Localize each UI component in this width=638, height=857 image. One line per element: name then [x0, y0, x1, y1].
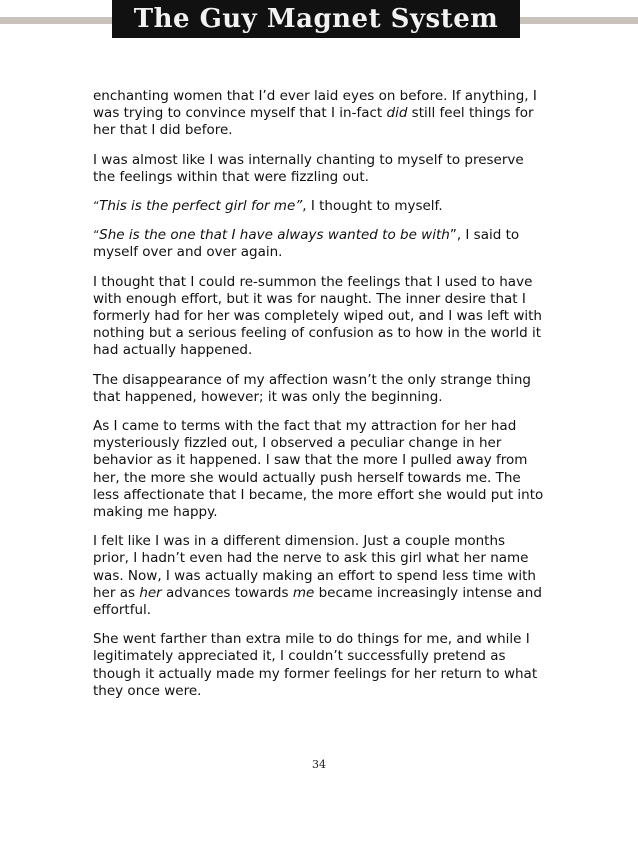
paragraph-9: She went farther than extra mile to do things for me, and while I legitimately appreciated it, I couldn’t successfully pretend as though it actually made my former feelings for her return to what they once were.: [93, 631, 538, 699]
paragraph-2: I was almost like I was internally chanting to myself to preserve the feelings within that were fizzling out.: [93, 151, 524, 185]
paragraph-8: [93, 533, 545, 619]
paragraph-4-open-quote: “: [93, 228, 100, 243]
header-rule-left: [0, 17, 112, 24]
paragraph-7: As I came to terms with the fact that my attraction for her had mysteriously fizzled out, I observed a peculiar change in her behavior as it happened. I saw that the more I pulled away from her, the more she would actually push herself towards me. The less affectionate that I became, the more effort she would put into making me happy.: [93, 418, 544, 521]
page-number: 34: [312, 758, 326, 771]
paragraph-8-emphasis-her: her: [139, 584, 162, 601]
paragraph-8-emphasis-me: me: [292, 584, 315, 601]
paragraph-5: I thought that I could re-summon the feelings that I used to have with enough effort, but it was for naught. The inner desire that I formerly had for her was completely wiped out, and I was left with nothing but a serious feeling of confusion as to how in the world it had actually happened.: [93, 273, 542, 359]
paragraph-3-text: , I thought to myself.: [302, 198, 443, 215]
paragraph-4-emphasis: She is the one that I have always wanted to be with: [99, 227, 450, 244]
paragraph-1-text-b: still feel things for her that I did before.: [93, 105, 534, 139]
paragraph-8-text-b: advances towards: [161, 584, 293, 601]
paragraph-3: [93, 198, 545, 215]
header-rule-right: [520, 17, 638, 24]
paragraph-1: [93, 88, 545, 140]
paragraph-4: [93, 227, 545, 261]
header-banner: [112, 0, 520, 38]
page-body: [93, 88, 545, 712]
header-title: The Guy Magnet System: [133, 4, 499, 34]
paragraph-6: The disappearance of my affection wasn’t the only strange thing that happened, however; it was only the beginning.: [93, 371, 531, 405]
paragraph-3-open-quote: “: [93, 199, 100, 214]
paragraph-4-close-quote: ”: [449, 227, 457, 244]
paragraph-8-text-a: I felt like I was in a different dimension. Just a couple months prior, I hadn’t even had the nerve to ask this girl what her name was. Now, I was actually making an effort to spend less time with her as: [93, 533, 536, 601]
paragraph-1-text-a: enchanting women that I’d ever laid eyes on before. If anything, I was trying to convince myself that I in-fact: [93, 88, 537, 122]
paragraph-3-emphasis: This is the perfect girl for me”: [99, 198, 303, 215]
paragraph-1-emphasis: did: [386, 105, 408, 122]
paragraph-8-text-c: became increasingly intense and effortful.: [93, 584, 542, 619]
paragraph-4-text: , I said to myself over and over again.: [93, 227, 520, 261]
